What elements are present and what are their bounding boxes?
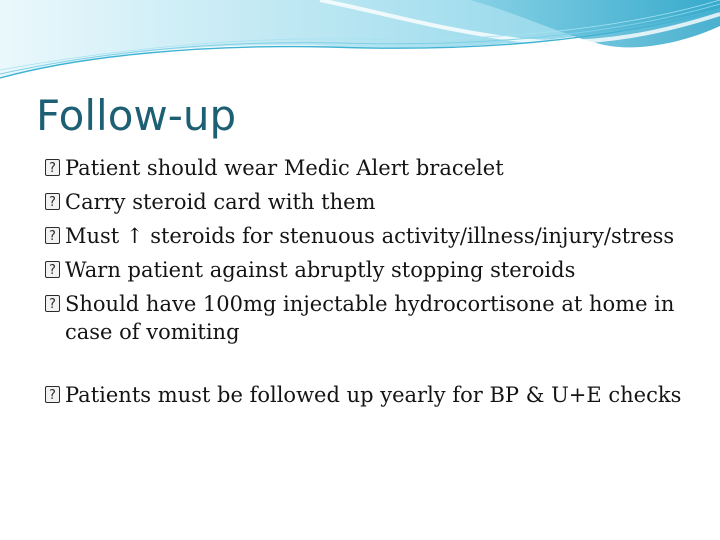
bullet-item — [45, 381, 685, 409]
bullet-text: Carry steroid card with them — [65, 190, 376, 214]
bullet-text: Warn patient against abruptly stopping steroids — [65, 258, 576, 282]
missing-glyph-icon — [45, 261, 60, 278]
bullet-item — [45, 154, 685, 182]
missing-glyph-icon — [45, 386, 60, 403]
slide-title: Follow-up — [36, 91, 237, 140]
bullet-list — [45, 154, 685, 415]
header-wave-decoration — [0, 0, 720, 90]
bullet-item — [45, 256, 685, 284]
bullet-text: Must ↑ steroids for stenuous activity/illness/injury/stress — [65, 224, 675, 248]
missing-glyph-icon — [45, 227, 60, 244]
bullet-item — [45, 222, 685, 250]
missing-glyph-icon — [45, 295, 60, 312]
bullet-item — [45, 188, 685, 216]
bullet-text: Should have 100mg injectable hydrocortisone at home in case of vomiting — [65, 292, 675, 344]
bullet-text: Patients must be followed up yearly for BP & U+E checks — [65, 383, 682, 407]
missing-glyph-icon — [45, 193, 60, 210]
missing-glyph-icon — [45, 159, 60, 176]
bullet-text: Patient should wear Medic Alert bracelet — [65, 156, 504, 180]
bullet-item — [45, 290, 685, 346]
